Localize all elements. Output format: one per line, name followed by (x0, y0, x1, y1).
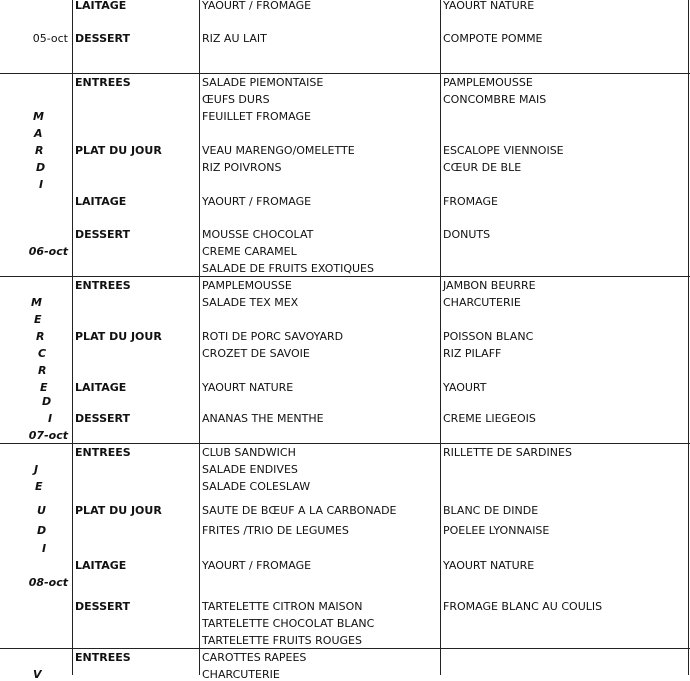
day-letter: M (31, 296, 42, 309)
menu2-item: YAOURT (443, 381, 487, 394)
menu1-item: YAOURT NATURE (202, 381, 294, 394)
menu1-item: YAOURT / FROMAGE (202, 195, 312, 208)
category-label: DESSERT (75, 600, 130, 613)
menu1-item: FRITES /TRIO DE LEGUMES (202, 524, 349, 537)
day-letter: J (34, 463, 39, 476)
menu1-item: TARTELETTE CHOCOLAT BLANC (202, 617, 375, 630)
day-letter: I (42, 542, 47, 555)
menu1-item: TARTELETTE CITRON MAISON (202, 600, 363, 613)
column-divider (688, 0, 689, 675)
menu1-item: VEAU MARENGO/OMELETTE (202, 144, 355, 157)
day-letter: E (34, 313, 42, 326)
menu2-item: CHARCUTERIE (443, 296, 521, 309)
day-letter: U (37, 504, 46, 517)
menu2-item: DONUTS (443, 228, 491, 241)
category-label: ENTREES (75, 651, 131, 664)
category-label: PLAT DU JOUR (75, 504, 162, 517)
menu1-item: ROTI DE PORC SAVOYARD (202, 330, 344, 343)
row-divider (0, 443, 690, 444)
day-letter: V (33, 668, 42, 681)
menu2-item: CREME LIEGEOIS (443, 412, 536, 425)
day-date: 08-oct (28, 576, 68, 589)
menu2-item: RILLETTE DE SARDINES (443, 446, 572, 459)
menu1-item: MOUSSE CHOCOLAT (202, 228, 314, 241)
menu1-item: SALADE TEX MEX (202, 296, 299, 309)
menu2-item: POISSON BLANC (443, 330, 534, 343)
row-divider (0, 648, 690, 649)
menu1-item: PAMPLEMOUSSE (202, 279, 292, 292)
day-date: 07-oct (28, 429, 68, 442)
menu2-item: RIZ PILAFF (443, 347, 502, 360)
column-divider (440, 0, 441, 675)
day-letter: I (48, 412, 53, 425)
category-label: PLAT DU JOUR (75, 330, 162, 343)
day-letter: M (33, 110, 44, 123)
menu1-item: YAOURT / FROMAGE (202, 0, 312, 12)
menu1-item: YAOURT / FROMAGE (202, 559, 312, 572)
category-label: ENTREES (75, 76, 131, 89)
menu1-item: SALADE DE FRUITS EXOTIQUES (202, 262, 374, 275)
menu1-item: CROZET DE SAVOIE (202, 347, 310, 360)
day-date: 06-oct (28, 245, 68, 258)
menu1-item: CAROTTES RAPEES (202, 651, 307, 664)
menu2-item: YAOURT NATURE (443, 0, 535, 12)
row-divider (0, 276, 690, 277)
category-label: DESSERT (75, 228, 130, 241)
day-letter: A (34, 127, 43, 140)
menu2-item: COMPOTE POMME (443, 32, 543, 45)
menu1-item: RIZ AU LAIT (202, 32, 267, 45)
menu2-item: FROMAGE BLANC AU COULIS (443, 600, 603, 613)
day-letter: E (35, 480, 43, 493)
day-letter: R (36, 330, 45, 343)
column-divider (199, 0, 200, 675)
category-label: ENTREES (75, 446, 131, 459)
menu2-item: FROMAGE (443, 195, 498, 208)
menu1-item: FEUILLET FROMAGE (202, 110, 311, 123)
day-letter: E (40, 381, 48, 394)
menu1-item: CREME CARAMEL (202, 245, 297, 258)
menu1-item: RIZ POIVRONS (202, 161, 282, 174)
menu2-item: JAMBON BEURRE (443, 279, 536, 292)
menu1-item: SALADE COLESLAW (202, 480, 311, 493)
menu1-item: CLUB SANDWICH (202, 446, 296, 459)
day-letter: R (35, 144, 44, 157)
menu2-item: YAOURT NATURE (443, 559, 535, 572)
menu2-item: PAMPLEMOUSSE (443, 76, 533, 89)
menu1-item: CHARCUTERIE (202, 668, 280, 681)
day-letter: D (36, 161, 46, 174)
menu2-item: CŒUR DE BLE (443, 161, 522, 174)
category-label: LAITAGE (75, 559, 127, 572)
day-letter: D (37, 524, 47, 537)
menu2-item: BLANC DE DINDE (443, 504, 539, 517)
category-label: LAITAGE (75, 195, 127, 208)
column-divider (72, 0, 73, 675)
menu1-item: ANANAS THE MENTHE (202, 412, 324, 425)
menu1-item: ŒUFS DURS (202, 93, 270, 106)
category-label: ENTREES (75, 279, 131, 292)
menu2-item: CONCOMBRE MAIS (443, 93, 547, 106)
menu1-item: TARTELETTE FRUITS ROUGES (202, 634, 362, 647)
day-letter: D (42, 395, 52, 408)
category-label: LAITAGE (75, 381, 127, 394)
menu2-item: POELEE LYONNAISE (443, 524, 550, 537)
category-label: PLAT DU JOUR (75, 144, 162, 157)
day-letter: C (38, 347, 47, 360)
menu1-item: SAUTE DE BŒUF A LA CARBONADE (202, 504, 397, 517)
category-label: DESSERT (75, 412, 130, 425)
day-date: 05-oct (32, 32, 68, 45)
category-label: DESSERT (75, 32, 130, 45)
day-letter: I (39, 178, 44, 191)
menu1-item: SALADE ENDIVES (202, 463, 298, 476)
menu2-item: ESCALOPE VIENNOISE (443, 144, 564, 157)
day-letter: R (38, 364, 47, 377)
menu1-item: SALADE PIEMONTAISE (202, 76, 324, 89)
row-divider (0, 73, 690, 74)
category-label: LAITAGE (75, 0, 127, 12)
